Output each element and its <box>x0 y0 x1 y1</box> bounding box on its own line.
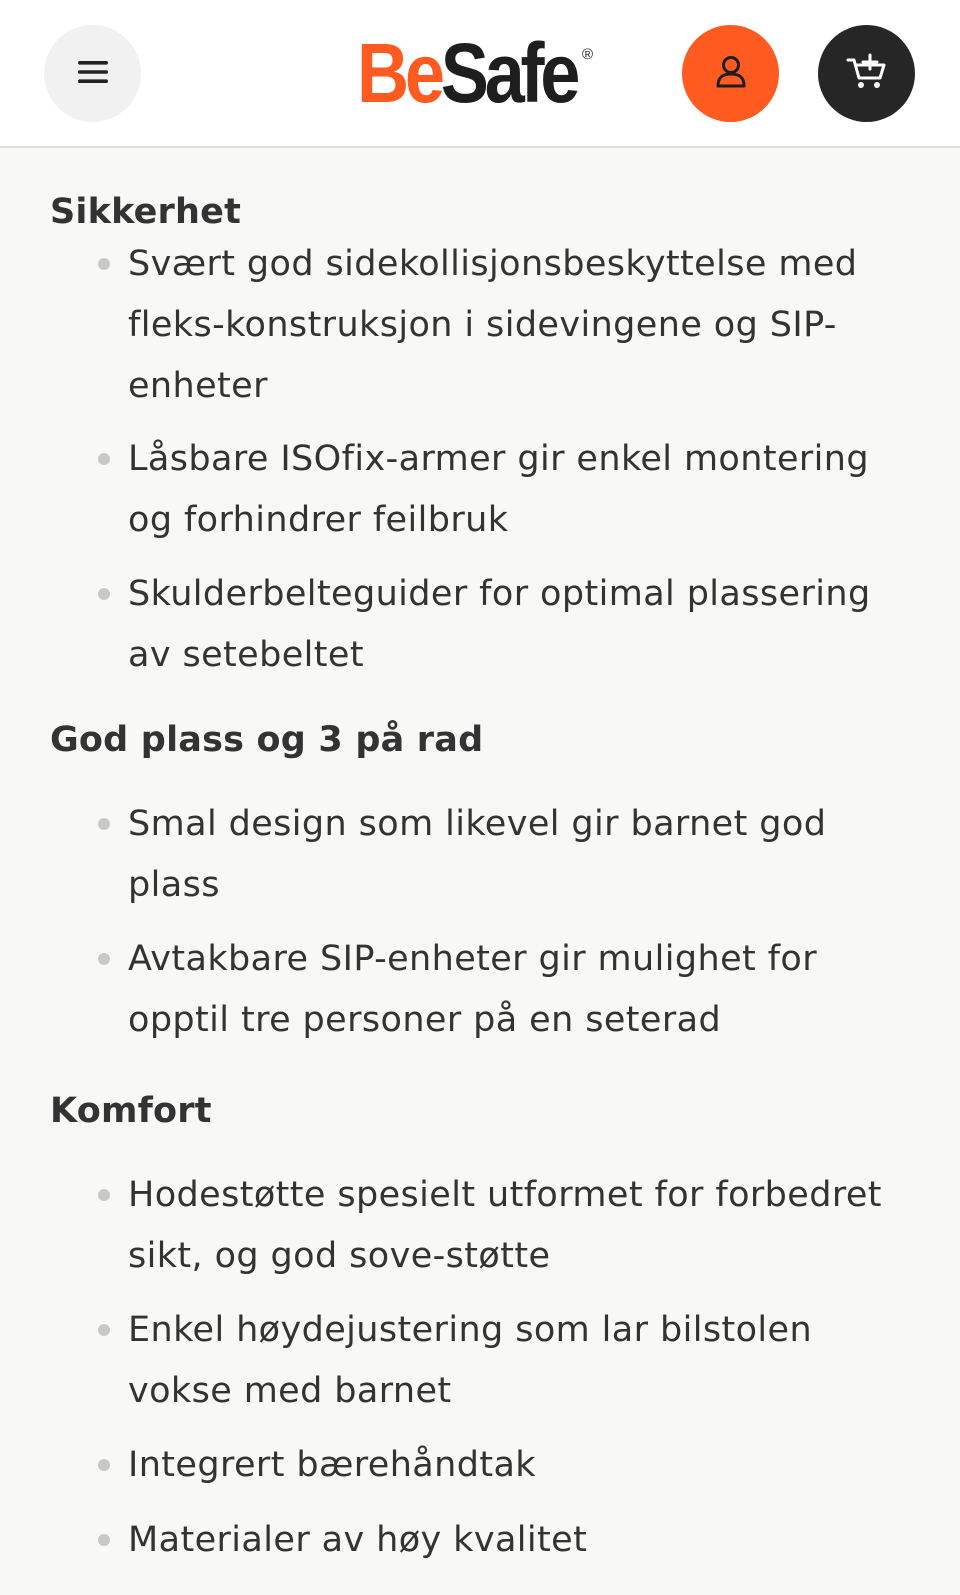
list-item-text: Materialer av høy kvalitet <box>128 1520 588 1560</box>
bullet-dot <box>98 1324 110 1336</box>
bullet-dot <box>98 818 110 830</box>
bullet-dot <box>98 1459 110 1471</box>
list-item-text: Skulderbelteguider for optimal plassering av setebeltet <box>128 574 871 675</box>
list-item-text: Låsbare ISOfix-armer gir enkel montering og forhindrer feilbruk <box>128 439 870 540</box>
bullet-dot <box>98 953 110 965</box>
account-button[interactable] <box>682 25 779 122</box>
bullet-dot <box>98 258 110 270</box>
besafe-logo[interactable] <box>357 28 612 118</box>
bullet-dot <box>98 1534 110 1546</box>
logo-be-text: Be <box>357 26 441 120</box>
section-heading: Komfort <box>50 1091 212 1131</box>
cart-add-icon <box>845 52 889 96</box>
list-item-text: Smal design som likevel gir barnet god plass <box>128 804 827 905</box>
menu-button[interactable] <box>44 25 141 122</box>
list-item-text: Svært god sidekollisjonsbeskyttelse med fleks-konstruksjon i sidevingene og SIP-enheter <box>128 244 858 406</box>
bullet-dot <box>98 453 110 465</box>
bullet-dot <box>98 588 110 600</box>
hamburger-menu-icon <box>76 57 110 91</box>
section-heading: God plass og 3 på rad <box>50 720 484 760</box>
user-icon <box>711 52 751 96</box>
list-item-text: Avtakbare SIP-enheter gir mulighet for opptil tre personer på en seterad <box>128 939 817 1040</box>
logo-safe-text: Safe <box>440 26 577 120</box>
list-item-text: Enkel høydejustering som lar bilstolen vokse med barnet <box>128 1310 813 1411</box>
registered-mark: ® <box>582 46 594 63</box>
bullet-dot <box>98 1189 110 1201</box>
cart-button[interactable] <box>818 25 915 122</box>
site-header <box>0 0 960 148</box>
list-item-text: Hodestøtte spesielt utformet for forbedret sikt, og god sove-støtte <box>128 1175 882 1276</box>
section-heading: Sikkerhet <box>50 192 242 232</box>
list-item-text: Integrert bærehåndtak <box>128 1445 536 1485</box>
